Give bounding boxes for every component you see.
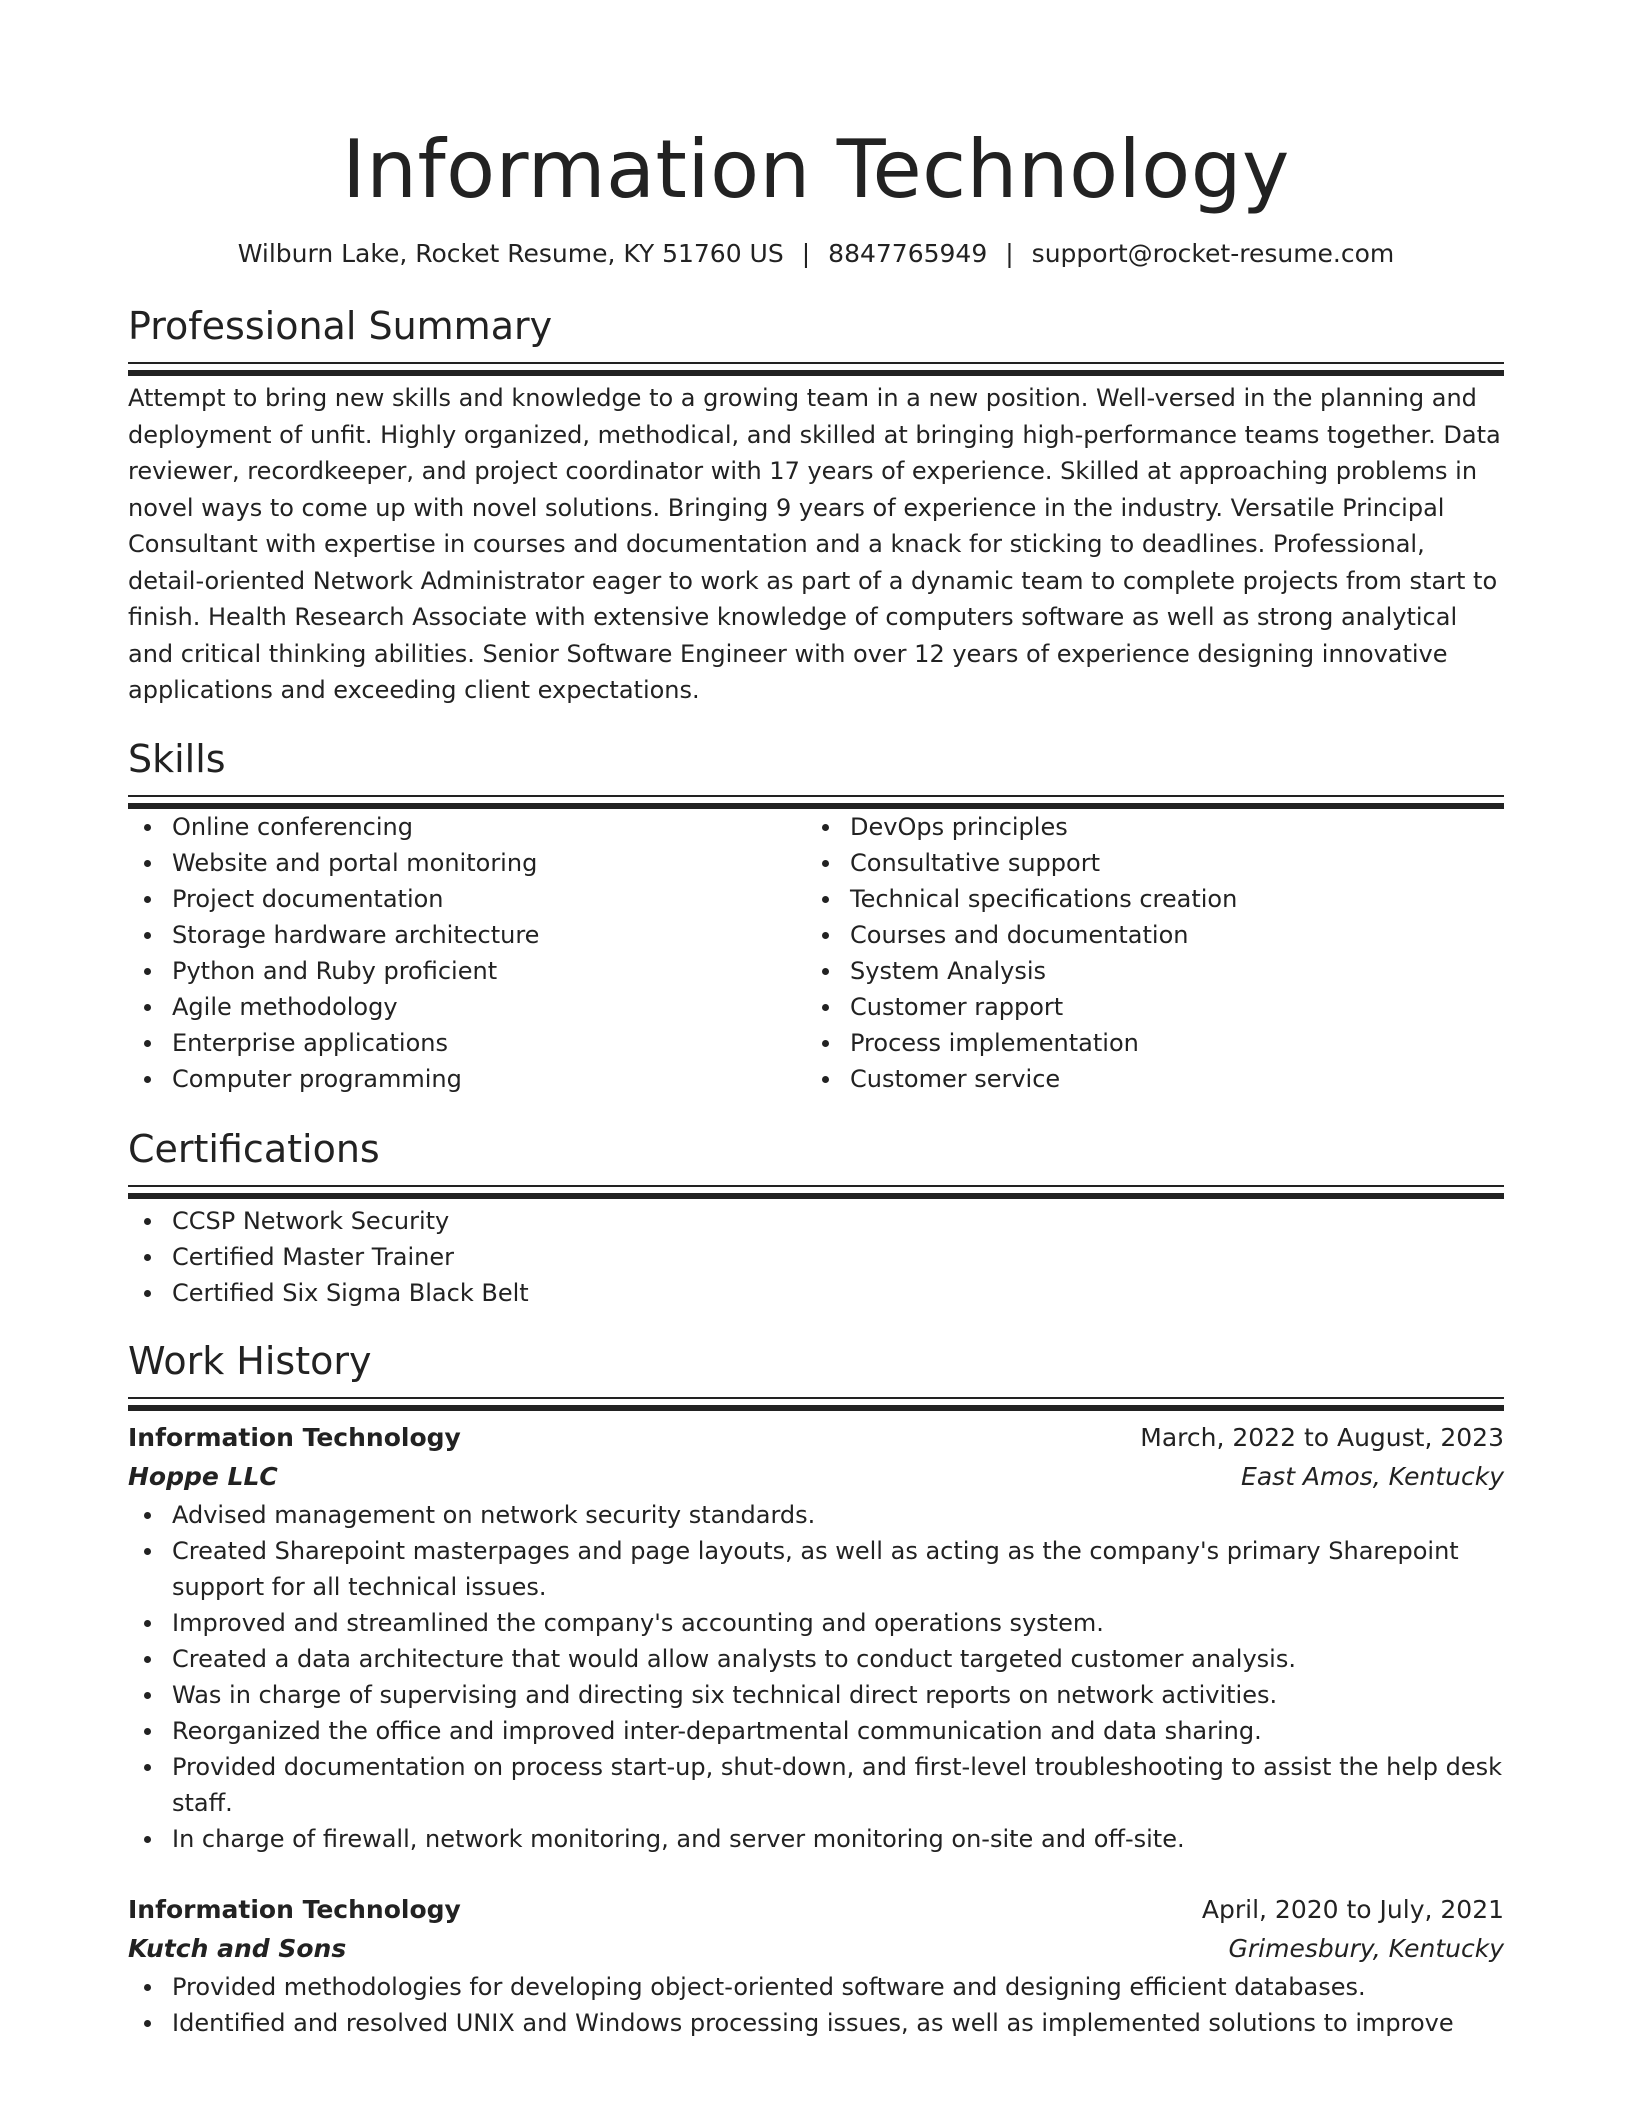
job-bullet-list bbox=[128, 1497, 1504, 1857]
job-subheader bbox=[128, 1929, 1504, 1969]
skill-item: Project documentation bbox=[128, 881, 806, 917]
job-subheader bbox=[128, 1457, 1504, 1497]
skill-item: Courses and documentation bbox=[806, 917, 1484, 953]
contact-line bbox=[128, 236, 1504, 272]
resume-name: Information Technology bbox=[342, 123, 1290, 216]
skill-item: Computer programming bbox=[128, 1061, 806, 1097]
job-bullet: Provided methodologies for developing object-oriented software and designing efficient databases. bbox=[128, 1969, 1504, 2005]
job-bullet: In charge of firewall, network monitoring, and server monitoring on-site and off-site. bbox=[128, 1821, 1504, 1857]
skill-item: Customer service bbox=[806, 1061, 1484, 1097]
skill-item: Agile methodology bbox=[128, 989, 806, 1025]
skills-list-right bbox=[806, 809, 1484, 1097]
resume-page bbox=[128, 0, 1504, 2041]
skill-item: Consultative support bbox=[806, 845, 1484, 881]
job-company: Hoppe LLC bbox=[128, 1461, 278, 1491]
certification-item: Certified Six Sigma Black Belt bbox=[128, 1275, 1504, 1311]
summary-section bbox=[128, 302, 1504, 709]
section-rule bbox=[128, 362, 1504, 364]
job-bullet-list bbox=[128, 1969, 1504, 2041]
contact-separator: | bbox=[1005, 239, 1014, 268]
skills-section bbox=[128, 735, 1504, 1097]
contact-phone: 8847765949 bbox=[828, 239, 988, 268]
contact-email: support@rocket-resume.com bbox=[1031, 239, 1395, 268]
job-bullet: Created Sharepoint masterpages and page layouts, as well as acting as the company's primary Sharepoint support for all technical issues. bbox=[128, 1533, 1504, 1605]
job-location: East Amos, Kentucky bbox=[1241, 1461, 1504, 1491]
job-bullet: Was in charge of supervising and directing six technical direct reports on network activities. bbox=[128, 1677, 1504, 1713]
job-header bbox=[128, 1419, 1504, 1457]
job-bullet: Identified and resolved UNIX and Windows processing issues, as well as implemented solutions to improve bbox=[128, 2005, 1504, 2041]
job-bullet: Improved and streamlined the company's accounting and operations system. bbox=[128, 1605, 1504, 1641]
skill-item: Online conferencing bbox=[128, 809, 806, 845]
skill-item: Python and Ruby proficient bbox=[128, 953, 806, 989]
certifications-list bbox=[128, 1203, 1504, 1311]
certification-item: Certified Master Trainer bbox=[128, 1239, 1504, 1275]
skill-item: Website and portal monitoring bbox=[128, 845, 806, 881]
job-location: Grimesbury, Kentucky bbox=[1228, 1933, 1504, 1963]
skill-item: DevOps principles bbox=[806, 809, 1484, 845]
summary-text: Attempt to bring new skills and knowledge to a growing team in a new position. Well-versed in the planning and deployment of unfit. Highly organized, methodical, and skilled at bringing high-performance teams together. Data reviewer, recordkeeper, and project coordinator with 17 years of experience. Skilled at approaching problems in novel ways to come up with novel solutions. Bringing 9 years of experience in the industry. Versatile Principal Consultant with expertise in courses and documentation and a knack for sticking to deadlines. Professional, detail-oriented Network Administrator eager to work as part of a dynamic team to complete projects from start to finish. Health Research Associate with extensive knowledge of computers software as well as strong analytical and critical thinking abilities. Senior Software Engineer with over 12 years of experience designing innovative applications and exceeding client expectations. bbox=[128, 384, 1501, 704]
job-entry bbox=[128, 1891, 1504, 2041]
certifications-section bbox=[128, 1125, 1504, 1311]
skill-item: Process implementation bbox=[806, 1025, 1484, 1061]
job-title: Information Technology bbox=[128, 1894, 461, 1924]
section-title-work: Work History bbox=[128, 1338, 372, 1383]
skill-item: System Analysis bbox=[806, 953, 1484, 989]
skill-item: Customer rapport bbox=[806, 989, 1484, 1025]
work-section bbox=[128, 1337, 1504, 2041]
skill-item: Technical specifications creation bbox=[806, 881, 1484, 917]
job-bullet: Advised management on network security standards. bbox=[128, 1497, 1504, 1533]
job-dates: April, 2020 to July, 2021 bbox=[1201, 1894, 1504, 1924]
section-title-summary: Professional Summary bbox=[128, 304, 553, 348]
skills-grid bbox=[128, 809, 1504, 1097]
job-entry bbox=[128, 1419, 1504, 1857]
contact-separator: | bbox=[801, 239, 811, 268]
job-title: Information Technology bbox=[128, 1422, 461, 1452]
job-bullet: Reorganized the office and improved inter-departmental communication and data sharing. bbox=[128, 1713, 1504, 1749]
skills-list-left bbox=[128, 809, 806, 1097]
job-header bbox=[128, 1891, 1504, 1929]
job-dates: March, 2022 to August, 2023 bbox=[1140, 1422, 1504, 1452]
section-rule bbox=[128, 1397, 1504, 1399]
certification-item: CCSP Network Security bbox=[128, 1203, 1504, 1239]
contact-address: Wilburn Lake, Rocket Resume, KY 51760 US bbox=[237, 239, 784, 268]
section-rule bbox=[128, 1185, 1504, 1187]
section-rule bbox=[128, 795, 1504, 797]
skill-item: Enterprise applications bbox=[128, 1025, 806, 1061]
section-title-certifications: Certifications bbox=[128, 1126, 380, 1171]
job-bullet: Created a data architecture that would allow analysts to conduct targeted customer analysis. bbox=[128, 1641, 1504, 1677]
job-company: Kutch and Sons bbox=[128, 1933, 347, 1963]
skill-item: Storage hardware architecture bbox=[128, 917, 806, 953]
job-bullet: Provided documentation on process start-up, shut-down, and first-level troubleshooting to assist the help desk staff. bbox=[128, 1749, 1504, 1821]
section-title-skills: Skills bbox=[128, 736, 226, 781]
